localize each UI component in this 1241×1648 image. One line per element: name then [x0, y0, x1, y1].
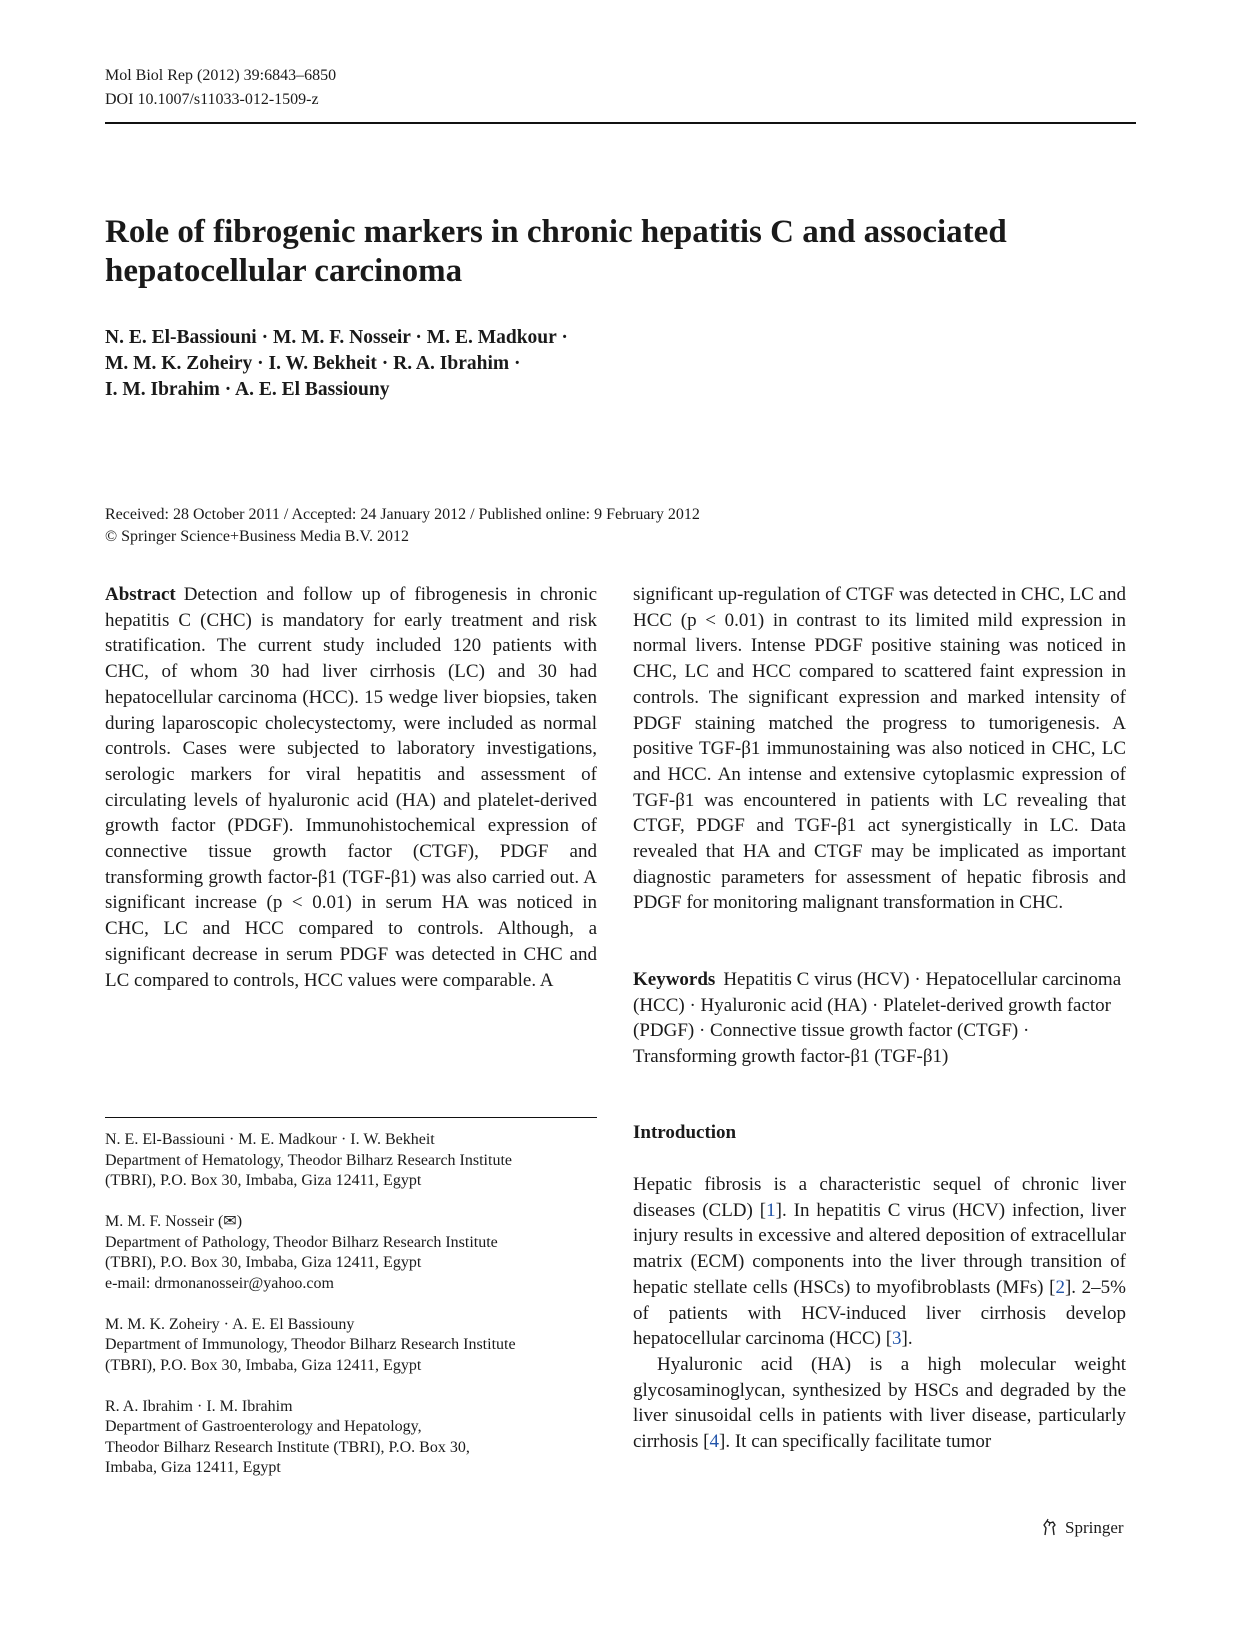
- article-title: Role of fibrogenic markers in chronic hepatitis C and associated hepatocellular carcinoma: [105, 214, 1007, 289]
- copyright: © Springer Science+Business Media B.V. 2012: [105, 528, 409, 545]
- publisher-footer: [1040, 1518, 1124, 1538]
- introduction-paragraph: Hepatic fibrosis is a characteristic sequel of chronic liver diseases (CLD) [1]. In hepatitis C virus (HCV) infection, liver injury results in excessive and altered deposition of extracellular matrix (ECM) components into the liver through transition of hepatic stellate cells (HSCs) to myofibroblasts (MFs) [2]. 2–5% of patients with HCV-induced liver cirrhosis develop hepatocellular carcinoma (HCC) [3].: [633, 1174, 1126, 1350]
- abstract-text: Detection and follow up of fibrogenesis in chronic hepatitis C (CHC) is mandatory for early treatment and risk stratification. The current study included 120 patients with CHC, of whom 30 had liver cirrhosis (LC) and 30 had hepatocellular carcinoma (HCC). 15 wedge liver biopsies, taken during laparoscopic cholecystectomy, were included as normal controls. Cases were subjected to laboratory investigations, serologic markers for viral hepatitis and assessment of circulating levels of hyaluronic acid (HA) and platelet-derived growth factor (PDGF). Immunohistochemical expression of connective tissue growth factor (CTGF), PDGF and transforming growth factor-β1 (TGF-β1) was also carried out. A significant increase (p < 0.01) in serum HA was noticed in CHC, LC and HCC compared to controls. Although, a significant decrease in serum PDGF was detected in CHC and LC compared to controls, HCC values were comparable. A: [105, 584, 597, 991]
- affiliation-dept: Department of Pathology, Theodor Bilharz Research Institute: [105, 1233, 498, 1251]
- affiliation-address: Imbaba, Giza 12411, Egypt: [105, 1459, 281, 1476]
- introduction-body: [633, 1172, 1126, 1455]
- header-rule: [105, 122, 1136, 124]
- publication-history: Received: 28 October 2011 / Accepted: 24 January 2012 / Published online: 9 February 2012: [105, 506, 700, 523]
- author-line: M. M. K. Zoheiry · I. W. Bekheit · R. A. Ibrahim ·: [105, 353, 521, 374]
- introduction-heading: Introduction: [633, 1122, 737, 1143]
- springer-horse-icon: [1040, 1518, 1060, 1538]
- keywords-label: Keywords: [633, 969, 716, 990]
- keywords-text: Hepatitis C virus (HCV) · Hepatocellular carcinoma (HCC) · Hyaluronic acid (HA) · Platelet-derived growth factor (PDGF) · Connective tissue growth factor (CTGF) · Transforming growth factor-β1 (TGF-β1): [633, 969, 1122, 1068]
- affiliation: [105, 1397, 605, 1479]
- affiliation-dept: Department of Hematology, Theodor Bilharz Research Institute: [105, 1151, 512, 1169]
- affiliation-dept: Department of Immunology, Theodor Bilharz Research Institute: [105, 1336, 516, 1353]
- affiliation-address: Theodor Bilharz Research Institute (TBRI), P.O. Box 30,: [105, 1438, 470, 1456]
- affiliation-dept: Department of Gastroenterology and Hepatology,: [105, 1418, 422, 1435]
- corresponding-email[interactable]: e-mail: drmonanosseir@yahoo.com: [105, 1274, 334, 1292]
- affiliation-address: (TBRI), P.O. Box 30, Imbaba, Giza 12411, Egypt: [105, 1356, 422, 1374]
- citation-link[interactable]: 4: [709, 1431, 720, 1453]
- author-list: [105, 325, 568, 403]
- abstract-column-left: [105, 582, 597, 993]
- affiliation-names: M. M. K. Zoheiry · A. E. El Bassiouny: [105, 1315, 355, 1333]
- affiliation: [105, 1315, 605, 1377]
- affiliation-names: R. A. Ibrahim · I. M. Ibrahim: [105, 1397, 293, 1415]
- affiliation: [105, 1212, 605, 1294]
- affiliation-names: N. E. El-Bassiouni · M. E. Madkour · I. W. Bekheit: [105, 1131, 435, 1148]
- citation-link[interactable]: 2: [1055, 1276, 1065, 1298]
- journal-citation: Mol Biol Rep (2012) 39:6843–6850: [105, 67, 337, 84]
- affiliation-names: M. M. F. Nosseir (✉): [105, 1213, 243, 1230]
- author-line: N. E. El-Bassiouni · M. M. F. Nosseir · M. E. Madkour ·: [105, 327, 568, 348]
- keywords: [633, 967, 1126, 1070]
- article-dates: [105, 504, 700, 548]
- affiliation: [105, 1130, 605, 1192]
- citation-link[interactable]: 3: [892, 1328, 902, 1350]
- citation-link[interactable]: 1: [766, 1199, 776, 1221]
- footnote-rule: [105, 1117, 597, 1118]
- affiliation-address: (TBRI), P.O. Box 30, Imbaba, Giza 12411, Egypt: [105, 1172, 422, 1189]
- abstract-column-right: [633, 582, 1126, 916]
- doi: DOI 10.1007/s11033-012-1509-z: [105, 91, 319, 108]
- abstract-label: Abstract: [105, 584, 176, 605]
- introduction-paragraph: Hyaluronic acid (HA) is a high molecular weight glycosaminoglycan, synthesized by HSCs and degraded by the liver sinusoidal cells in patients with liver disease, particularly cirrhosis [4]. It can specifically facilitate tumor: [633, 1353, 1126, 1453]
- affiliation-address: (TBRI), P.O. Box 30, Imbaba, Giza 12411, Egypt: [105, 1254, 422, 1271]
- running-header: [105, 64, 336, 112]
- abstract-text-continued: significant up-regulation of CTGF was detected in CHC, LC and HCC (p < 0.01) in contrast to its limited mild expression in normal livers. Intense PDGF positive staining was noticed in CHC, LC and HCC compared to scattered faint expression in controls. The significant expression and marked intensity of PDGF staining matched the progress to tumorigenesis. A positive TGF-β1 immunostaining was also noticed in CHC, LC and HCC. An intense and extensive cytoplasmic expression of TGF-β1 was encountered in patients with LC revealing that CTGF, PDGF and TGF-β1 act synergistically in LC. Data revealed that HA and CTGF may be implicated as important diagnostic parameters for assessment of hepatic fibrosis and PDGF for monitoring malignant transformation in CHC.: [633, 584, 1126, 914]
- publisher-name: Springer: [1065, 1518, 1124, 1537]
- affiliations: [105, 1130, 605, 1499]
- author-line: I. M. Ibrahim · A. E. El Bassiouny: [105, 379, 390, 400]
